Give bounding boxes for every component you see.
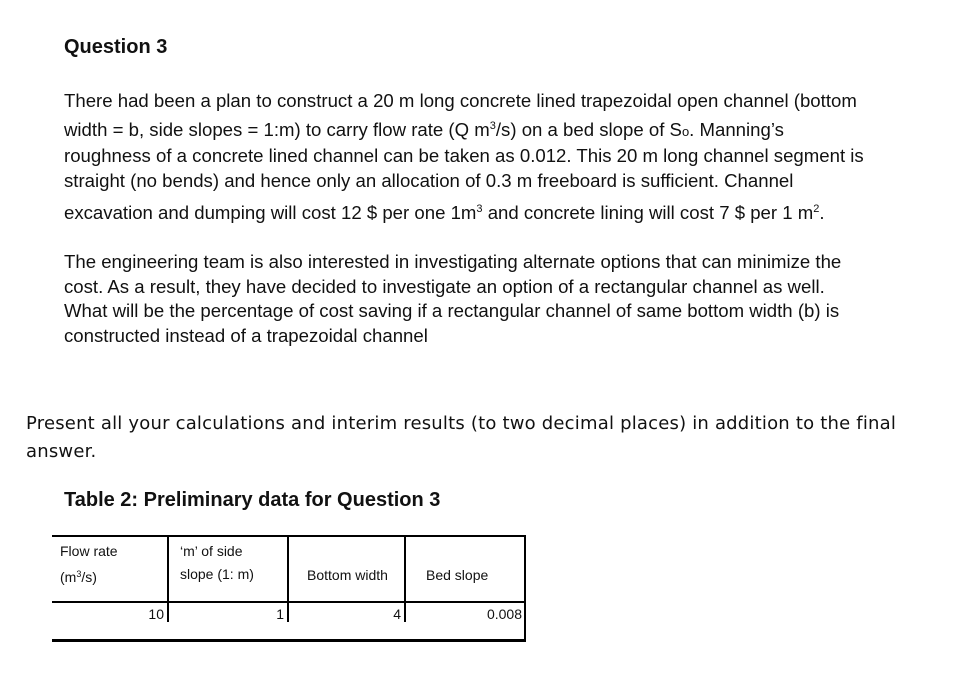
table-border-bottom	[52, 639, 526, 642]
question-heading: Question 3	[64, 36, 168, 58]
cell-bed-slope: 0.008	[486, 606, 522, 622]
header-bed-slope: Bed slope	[426, 567, 489, 583]
header-side-slope-line2: slope (1: m)	[180, 566, 254, 582]
question-paragraph-1	[64, 89, 974, 226]
paragraph-1-line-1: There had been a plan to construct a 20 m long concrete lined trapezoidal open channel (bottom	[64, 90, 857, 111]
paragraph-1-line-4: straight (no bends) and hence only an allocation of 0.3 m freeboard is sufficient. Channel	[64, 169, 794, 191]
table-header-divider	[52, 601, 526, 603]
paragraph-1-line-5: excavation and dumping will cost 12 $ per one $1m^3$ and concrete lining will cost 7 $ per 1 $m^2$.	[64, 202, 825, 223]
table-border-right	[524, 535, 526, 642]
paragraph-1-line-2: width = b, side slopes = 1:m) to carry flow rate (Q $m^3/s$) on a bed slope of So. Manning’s	[64, 118, 784, 140]
cell-flow-rate: 10	[148, 606, 164, 622]
instructions-text: Present all your calculations and interim results (to two decimal places) in addition to the final answer.	[26, 413, 897, 462]
header-side-slope-line1: ‘m’ of side	[180, 543, 243, 559]
superscript: 3	[476, 203, 483, 215]
cell-bottom-width: 4	[393, 606, 401, 622]
header-flow-rate-line1: Flow rate	[60, 543, 118, 559]
header-side-slope	[180, 540, 254, 586]
paragraph-2-line-4: constructed instead of a trapezoidal channel	[64, 324, 428, 346]
paragraph-1-line-3: roughness of a concrete lined channel can be taken as 0.012. This 20 m long channel segment is	[64, 145, 864, 166]
superscript: 3	[76, 569, 82, 579]
cell-side-slope: 1	[276, 606, 284, 622]
table-caption: Table 2: Preliminary data for Question 3	[64, 489, 441, 511]
paragraph-2-line-3: What will be the percentage of cost saving if a rectangular channel of same bottom width (b) is	[64, 300, 840, 321]
header-bottom-width: Bottom width	[307, 567, 388, 583]
question-paragraph-2	[64, 250, 974, 348]
preliminary-data-table	[52, 535, 526, 642]
subscript-o: o	[681, 123, 690, 139]
paragraph-2-line-2: cost. As a result, they have decided to investigate an option of a rectangular channel as well.	[64, 275, 825, 297]
header-flow-rate	[60, 540, 118, 589]
header-flow-rate-line2: $(m^3/s)$	[60, 569, 97, 585]
superscript: 2	[813, 203, 820, 215]
superscript: 3	[489, 119, 496, 132]
paragraph-2-line-1: The engineering team is also interested in investigating alternate options that can minimize the	[64, 251, 842, 272]
table-border-top	[52, 535, 526, 537]
